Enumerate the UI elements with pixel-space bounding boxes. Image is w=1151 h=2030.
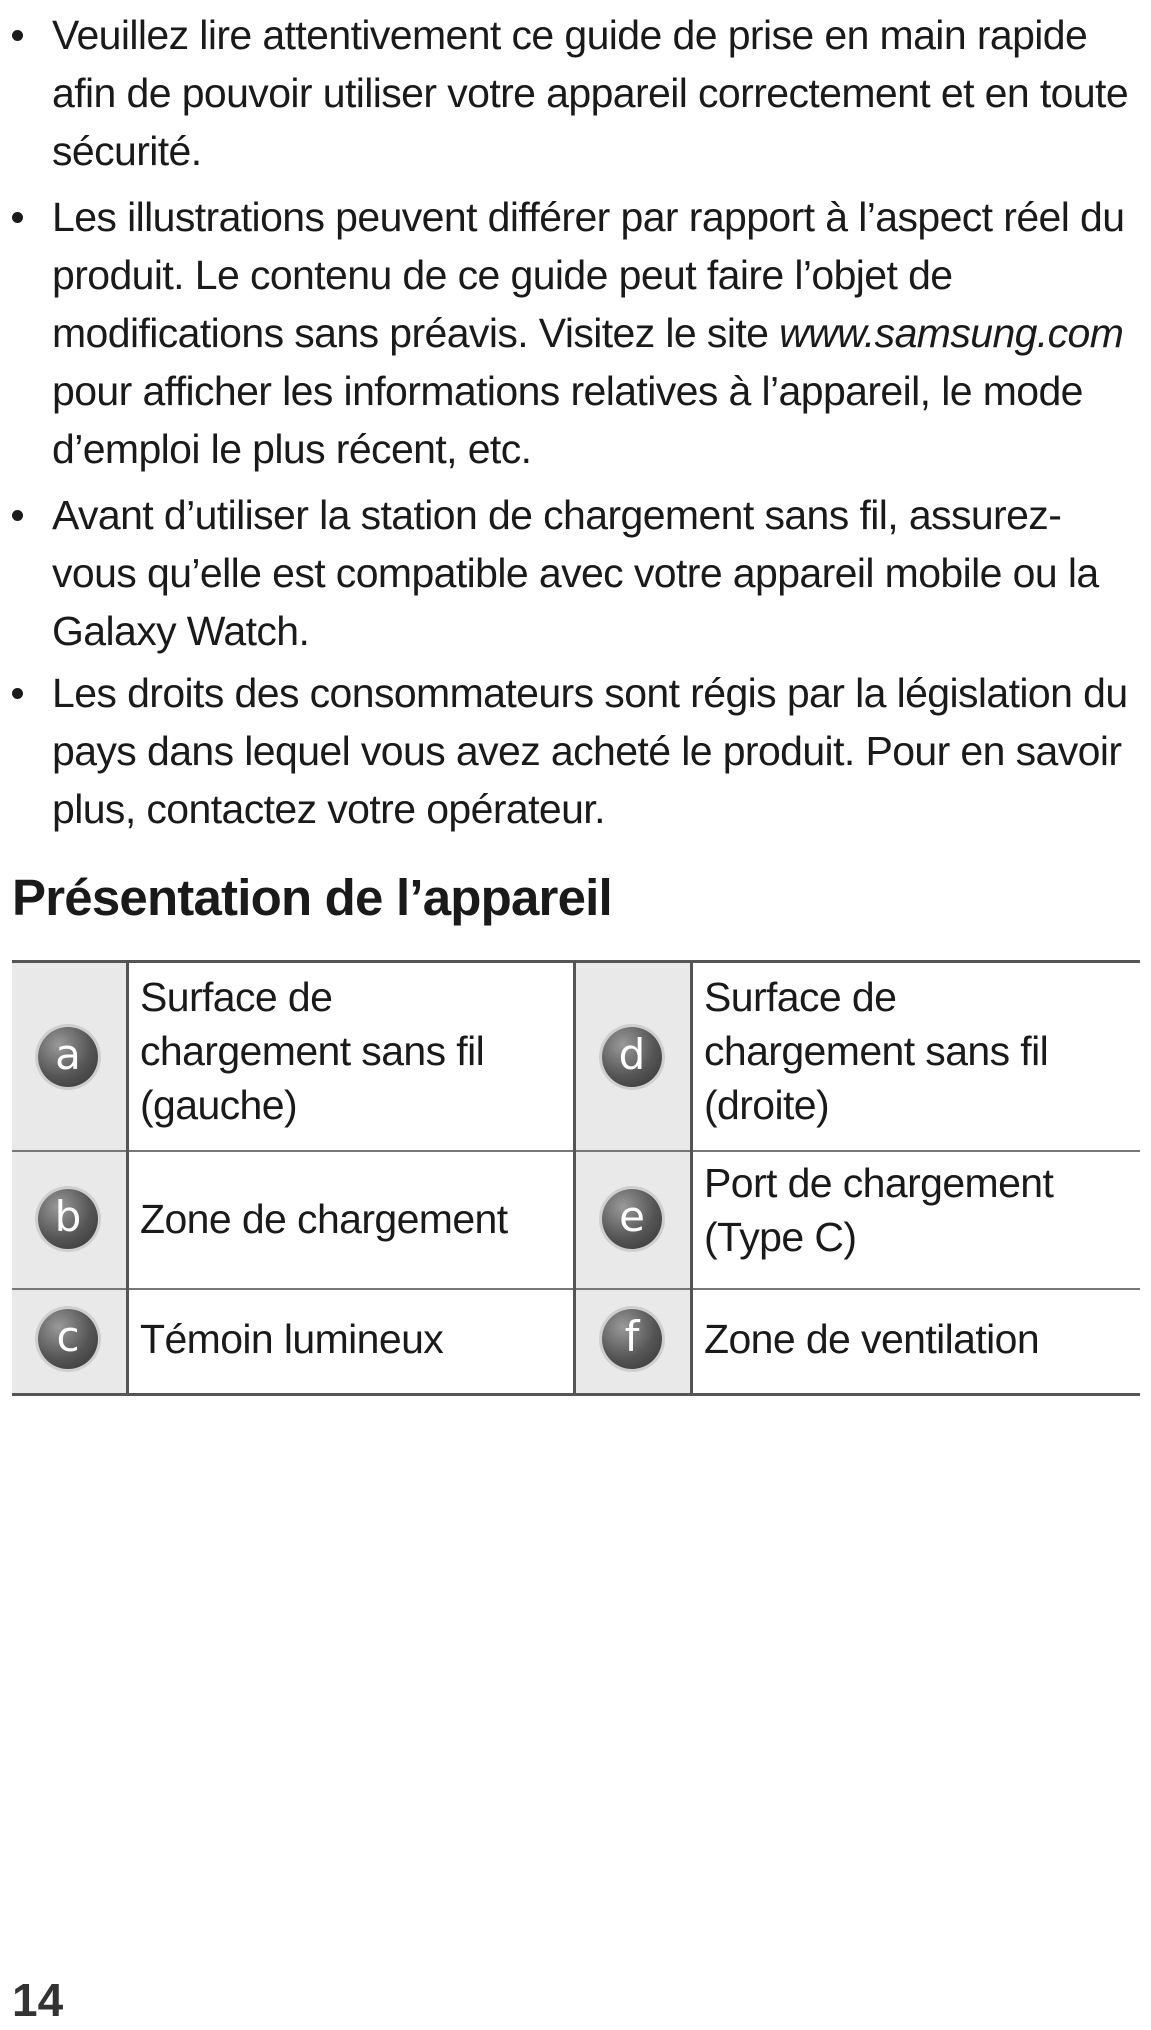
notice-item-consumer-rights [0, 664, 1151, 838]
notice-text: Les illustrations peuvent différer par rapport à l’aspect réel du produit. Le contenu de ce guide peut faire l’objet de modifications sans préavis. Visitez le site [52, 194, 1125, 356]
part-e-badge: e [602, 1189, 662, 1249]
table-rule [12, 1288, 1140, 1290]
notice-item-illustrations [0, 188, 1151, 478]
section-title: Présentation de l’appareil [12, 869, 612, 926]
part-f-label: Zone de ventilation [704, 1316, 1040, 1362]
page-number: 14 [12, 1974, 64, 2026]
part-f-badge: f [602, 1309, 662, 1369]
table-rule [12, 1150, 1140, 1152]
part-c-label: Témoin lumineux [140, 1316, 444, 1362]
notice-text: Les droits des consommateurs sont régis par la législation du pays dans lequel vous avez acheté le produit. Pour en savoir plus, contactez votre opérateur. [52, 670, 1128, 832]
table-rule [12, 960, 1140, 963]
part-a-badge: a [38, 1027, 98, 1087]
notice-text: Veuillez lire attentivement ce guide de prise en main rapide afin de pouvoir utiliser votre appareil correctement et en toute sécurité. [52, 12, 1129, 174]
part-c-badge: c [38, 1309, 98, 1369]
part-b-badge: b [38, 1189, 98, 1249]
part-e-label: Port de chargement (Type C) [704, 1160, 1054, 1260]
table-divider [126, 960, 129, 1396]
part-b-label: Zone de chargement [140, 1196, 508, 1242]
notice-text: Avant d’utiliser la station de chargement sans fil, assurez-vous qu’elle est compatible avec votre appareil mobile ou la Galaxy Watch. [52, 492, 1099, 654]
table-divider [690, 960, 693, 1396]
part-a-label: Surface de chargement sans fil (gauche) [140, 974, 485, 1128]
notice-item-read-guide [0, 6, 1151, 180]
part-d-badge: d [602, 1027, 662, 1087]
table-divider [573, 960, 576, 1396]
table-rule [12, 1393, 1140, 1396]
notice-list [0, 6, 1151, 846]
device-parts-table [12, 960, 1140, 1396]
samsung-link[interactable]: www.samsung.com [779, 310, 1124, 356]
notice-text: pour afficher les informations relatives à l’appareil, le mode d’emploi le plus récent, etc. [52, 368, 1083, 472]
notice-item-compatibility [0, 486, 1151, 656]
part-d-label: Surface de chargement sans fil (droite) [704, 974, 1049, 1128]
